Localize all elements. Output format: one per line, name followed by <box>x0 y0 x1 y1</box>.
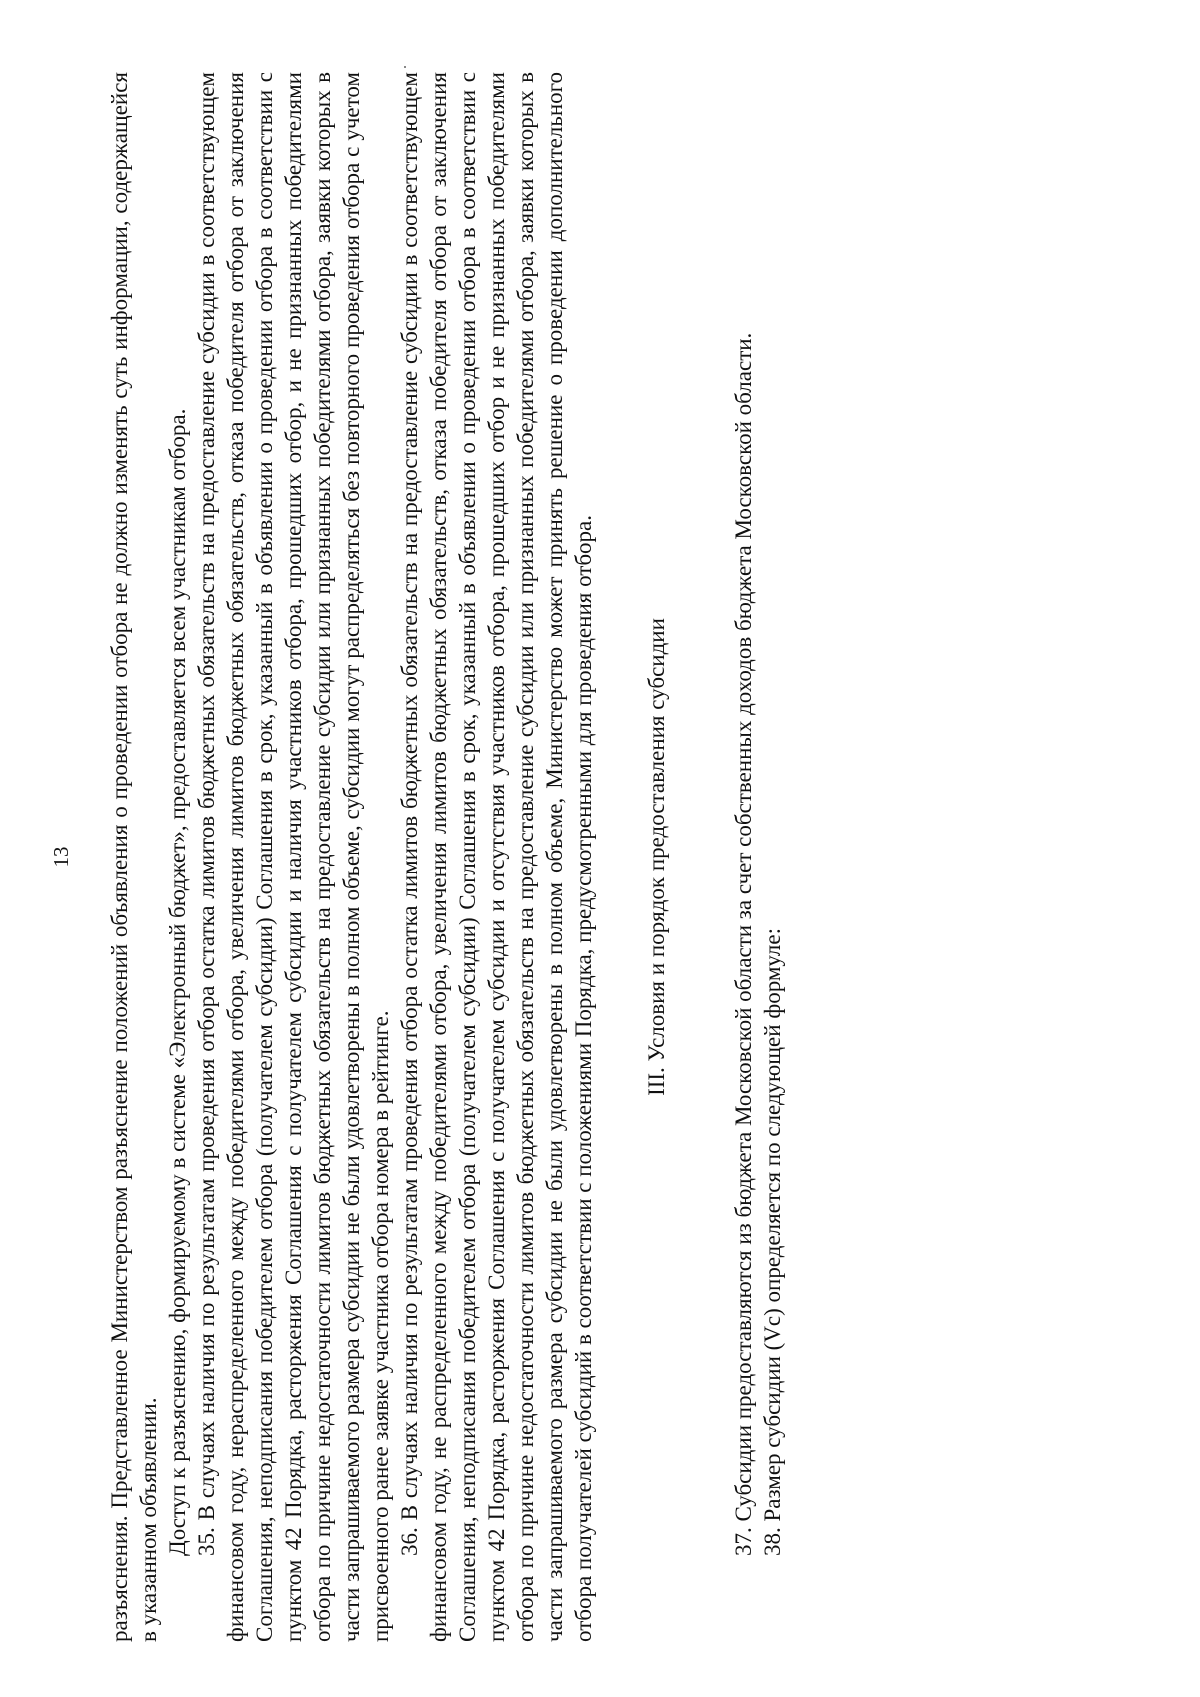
document-body <box>105 72 787 1642</box>
section-title: III. Условия и порядок предоставления субсидии <box>644 618 669 1096</box>
paragraph-access: Доступ к разъяснению, формируемому в системе «Электронный бюджет», предоставляется всем участникам отбора. <box>165 408 190 1556</box>
paragraph-continuation: разъяснения. Представленное Министерством разъяснение положений объявления о проведении отбора не должно изменять суть информации, содержащейся в указанном объявлении. <box>107 72 161 1642</box>
scan-speck <box>404 66 406 68</box>
rotated-page-content <box>49 72 1065 1642</box>
page-number: 13 <box>49 846 73 868</box>
paragraph-36: 36. В случаях наличия по результатам проведения отбора остатка лимитов бюджетных обязательств на предоставление субсидии в соответствующем финансовом году, не распределенного между победителями отбора, увеличения лимитов бюджетных обязательств, отказа победителя отбора от заключения Соглашения, неподписания победителем отбора (получателем субсидии) Соглашения в срок, указанный в объявлении о проведении отбора в соответствии с пунктом 42 Порядка, расторжения Соглашения с получателем субсидии и отсутствия участников отбора, прошедших отбор и не признанных победителями отбора по причине недостаточности лимитов бюджетных обязательств на предоставление субсидии или признанных победителями отбора, заявки которых в части запрашиваемого размера субсидии не были удовлетворены в полном объеме, Министерство может принять решение о проведении дополнительного отбора получателей субсидий в соответствии с положениями Порядка, предусмотренными для проведения отбора. <box>397 72 596 1642</box>
paragraph-35: 35. В случаях наличия по результатам проведения отбора остатка лимитов бюджетных обязательств на предоставление субсидии в соответствующем финансовом году, нераспределенного между победителями отбора, увеличения лимитов бюджетных обязательств, отказа победителя отбора от заключения Соглашения, неподписания победителем отбора (получателем субсидии) Соглашения в срок, указанный в объявлении о проведении отбора в соответствии с пунктом 42 Порядка, расторжения Соглашения с получателем субсидии и наличия участников отбора, прошедших отбор, и не признанных победителями отбора по причине недостаточности лимитов бюджетных обязательств на предоставление субсидии или признанных победителями отбора, заявки которых в части запрашиваемого размера субсидии не были удовлетворены в полном объеме, субсидии могут распределяться без повторного проведения отбора с учетом присвоенного ранее заявке участника отбора номера в рейтинге. <box>194 72 393 1642</box>
paragraph-37: 37. Субсидии предоставляются из бюджета Московской области за счет собственных доходов бюджета Московской области. <box>731 332 756 1556</box>
paragraph-38: 38. Размер субсидии (Vc) определяется по следующей формуле: <box>760 928 785 1556</box>
